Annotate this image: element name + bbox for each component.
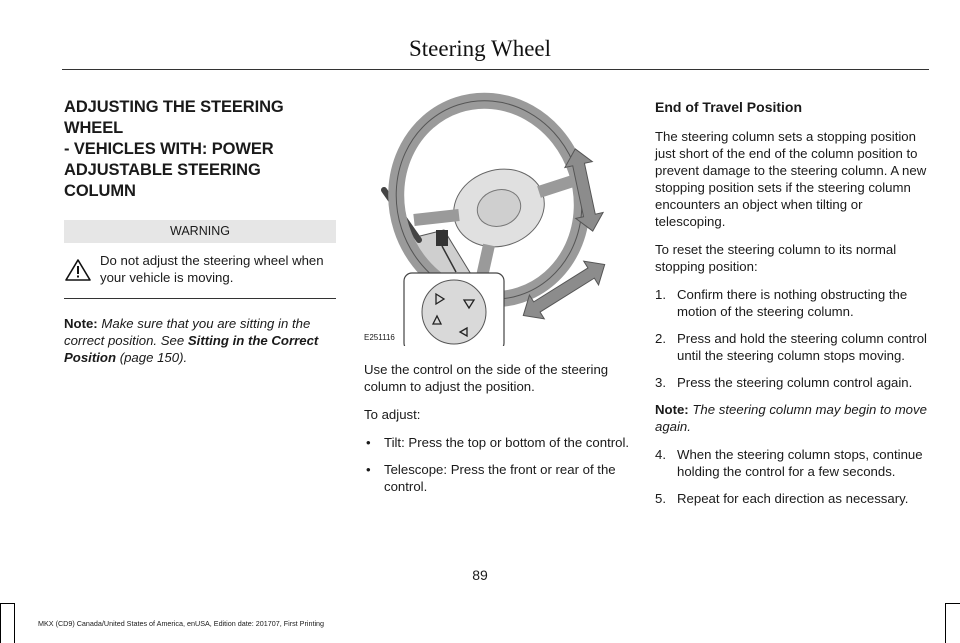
subsection-heading: End of Travel Position: [655, 99, 803, 115]
list-item-text: Telescope: Press the front or rear of the control.: [384, 462, 616, 494]
intro-paragraph: Use the control on the side of the steering column to adjust the position.: [364, 362, 609, 394]
warning-triangle-icon: [64, 258, 92, 282]
list-item: [655, 490, 930, 507]
crop-mark: [945, 603, 946, 643]
list-item: [364, 434, 636, 451]
step-text: When the steering column stops, continue holding the control for a few seconds.: [677, 447, 923, 479]
step-number: 4.: [655, 447, 666, 462]
step-text: Repeat for each direction as necessary.: [677, 491, 909, 506]
step-number: 1.: [655, 287, 666, 302]
warning-text: Do not adjust the steering wheel when your vehicle is moving.: [100, 253, 324, 285]
list-item: [364, 461, 636, 495]
step-text: Press and hold the steering column control until the steering column stops moving.: [677, 331, 927, 363]
column-middle: [364, 80, 636, 505]
list-item: [655, 374, 930, 391]
step-number: 3.: [655, 375, 666, 390]
crop-mark: [14, 603, 15, 643]
steering-wheel-illustration: [364, 80, 636, 346]
paragraph: The steering column sets a stopping position just short of the end of the column position to prevent damage to the steering column. A new stopping position sets if the steering column encounters an object when tilting or telescoping.: [655, 129, 927, 229]
heading-line: ADJUSTABLE STEERING COLUMN: [64, 161, 261, 200]
column-left: [64, 95, 336, 366]
warning-box: [64, 252, 336, 286]
column-right: [655, 95, 930, 517]
figure-code: E251116: [364, 333, 395, 342]
step-text: Press the steering column control again.: [677, 375, 913, 390]
bullet: •: [366, 435, 371, 450]
note-label: Note:: [655, 402, 689, 417]
note-text: The steering column may begin to move again.: [655, 402, 927, 434]
crop-mark: [0, 603, 1, 643]
adjust-list: [364, 434, 636, 495]
crop-mark: [0, 603, 14, 604]
section-heading: [64, 97, 336, 202]
steps-list: [655, 286, 930, 391]
note-label: Note:: [64, 316, 98, 331]
note-link[interactable]: Sitting in the Correct Position: [64, 333, 319, 365]
note-text: Make sure that you are sitting in the correct position. See: [64, 316, 311, 348]
warning-rule: [64, 298, 336, 299]
note-page-ref: (page 150).: [119, 350, 188, 365]
bullet: •: [366, 462, 371, 477]
step-text: Confirm there is nothing obstructing the motion of the steering column.: [677, 287, 908, 319]
list-item: [655, 330, 930, 364]
steering-wheel-figure: [364, 80, 636, 346]
step-number: 5.: [655, 491, 666, 506]
step-number: 2.: [655, 331, 666, 346]
note: [655, 401, 930, 435]
header-rule: [62, 69, 929, 70]
list-item: [655, 286, 930, 320]
heading-line: ADJUSTING THE STEERING WHEEL: [64, 98, 284, 137]
page-number: 89: [472, 567, 488, 583]
heading-line: - VEHICLES WITH: POWER: [64, 140, 274, 158]
paragraph: To reset the steering column to its normal stopping position:: [655, 242, 897, 274]
steps-list: [655, 446, 930, 507]
list-item: [655, 446, 930, 480]
page-header-title: Steering Wheel: [409, 36, 551, 61]
note: [64, 315, 336, 366]
to-adjust-label: To adjust:: [364, 407, 421, 422]
list-item-text: Tilt: Press the top or bottom of the control.: [384, 435, 630, 450]
crop-mark: [945, 603, 960, 604]
warning-title: WARNING: [64, 220, 336, 243]
edition-footer: MKX (CD9) Canada/United States of America, enUSA, Edition date: 201707, First Printing: [38, 619, 325, 628]
